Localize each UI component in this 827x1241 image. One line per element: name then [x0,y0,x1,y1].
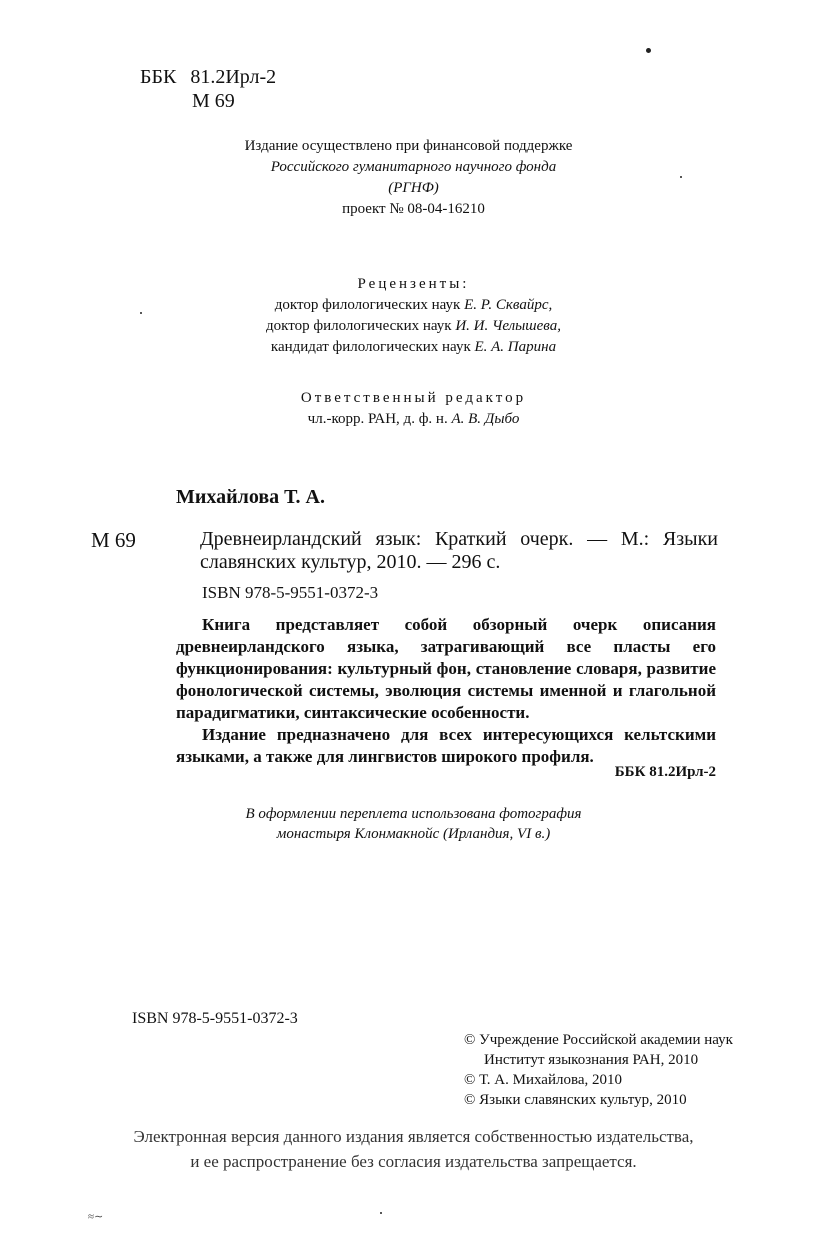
copyright-block [464,1030,733,1110]
cover-note-line-2: монастыря Клонмакнойс (Ирландия, VI в.) [276,826,551,842]
abstract-bbk: ББК 81.2Ирл-2 [614,764,716,780]
reviewer-1-degree: доктор филологических наук [274,297,465,313]
grant-note [0,136,827,220]
record-title-line-2: славянских культур, 2010. — 296 с. [200,551,501,573]
reviewer-2 [0,316,827,337]
bbk-label: ББК [140,66,177,88]
bbk-classification [140,64,276,90]
scan-mark-icon: ≈∼ [88,1211,104,1223]
grant-line-3: (РГНФ) [388,180,439,196]
reviewer-3 [0,337,827,358]
grant-line-4: проект № 08-04-16210 [342,201,485,217]
reviewers-block [0,274,827,358]
copyright-1: © Учреждение Российской академии наук [464,1032,733,1048]
reviewer-3-name: Е. А. Парина [474,339,557,355]
reviewer-3-degree: кандидат филологических наук [270,339,475,355]
editor-line [0,409,827,430]
reviewer-1-name: Е. Р. Сквайрс, [464,297,553,313]
abstract [176,614,716,768]
cover-note [0,804,827,844]
cover-note-line-1: В оформлении переплета использована фотография [245,806,582,822]
record-code: М 69 [91,528,136,552]
bottom-isbn: ISBN 978-5-9551-0372-3 [132,1010,298,1027]
grant-line-2: Российского гуманитарного научного фонда [270,159,557,175]
electronic-notice [0,1124,827,1174]
record-title-line-1: Древнеирландский язык: Краткий очерк. — М.: Языки [200,528,718,550]
copyright-2: © Т. А. Михайлова, 2010 [464,1072,623,1088]
abstract-paragraph-2: Издание предназначено для всех интересующихся кельтскими языками, а также для лингвистов широкого профиля. [176,725,716,766]
notice-line-1: Электронная версия данного издания является собственностью издательства, [133,1127,694,1146]
editor-block [0,388,827,430]
record-author: Михайлова Т. А. [176,486,325,508]
reviewer-2-name: И. И. Челышева, [455,318,561,334]
copyright-1-cont: Институт языкознания РАН, 2010 [484,1052,699,1068]
scan-speck [140,312,142,314]
record-isbn: ISBN 978-5-9551-0372-3 [202,583,379,602]
scan-speck [646,48,651,53]
reviewer-1 [0,295,827,316]
grant-line-1: Издание осуществлено при финансовой поддержке [244,138,573,154]
copyright-3: © Языки славянских культур, 2010 [464,1092,687,1108]
scan-speck [380,1212,382,1214]
notice-line-2: и ее распространение без согласия издательства запрещается. [190,1152,637,1171]
scan-speck [680,176,682,178]
reviewer-2-degree: доктор филологических наук [266,318,456,334]
editor-name: А. В. Дыбо [451,411,520,427]
editor-heading: Ответственный редактор [300,390,527,406]
editor-title: чл.-корр. РАН, д. ф. н. [307,411,452,427]
author-mark: М 69 [192,90,235,112]
bbk-value: 81.2Ирл-2 [190,66,277,88]
abstract-paragraph-1: Книга представляет собой обзорный очерк описания древнеирландского языка, затрагивающий все пласты его функционирования: культурный фон, становление словаря, развитие фонологической системы, эволюция системы именной и глагольной парадигматики, синтаксические особенности. [176,615,716,722]
reviewers-heading: Рецензенты: [357,276,470,292]
